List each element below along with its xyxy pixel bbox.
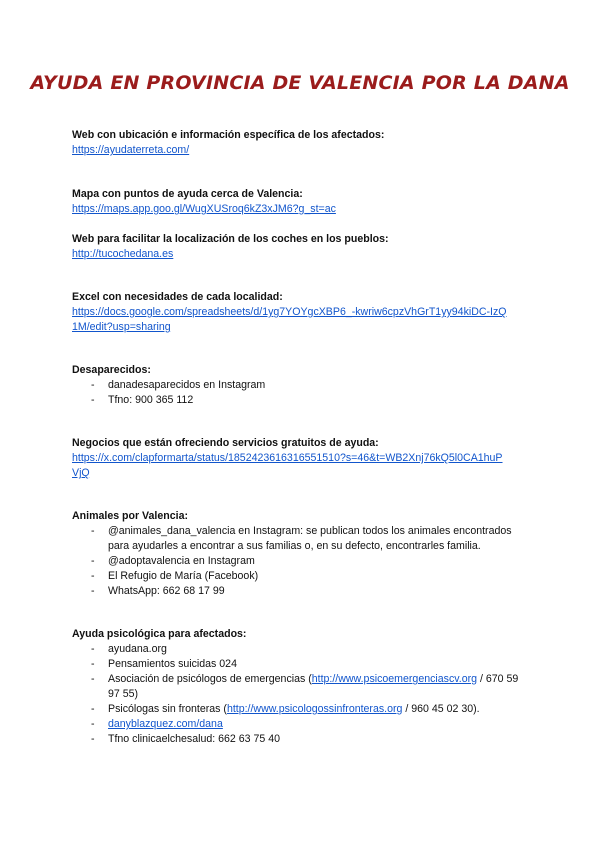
psicoemergencias-link[interactable]: http://www.psicoemergenciascv.org: [311, 673, 478, 685]
desaparecidos-list: [72, 378, 532, 408]
list-item: - @animales_dana_valencia en Instagram: se publican todos los animales encontrados para ayudarles a encontrar a sus familias o, en su defecto, encontrarles familia.: [72, 524, 532, 554]
section-heading: Negocios que están ofreciendo servicios gratuitos de ayuda:: [72, 437, 379, 449]
section-mapa-ayuda: [72, 187, 532, 217]
spreadsheet-link-line1[interactable]: https://docs.google.com/spreadsheets/d/1yg7YOYgcXBP6_-kwriw6cpzVhGrT1yy94kiDC-IzQ: [72, 306, 507, 318]
x-status-link-line1[interactable]: https://x.com/clapformarta/status/1852423616316551510?s=46&t=WB2Xnj76kQ5l0CA1huP: [72, 452, 503, 464]
section-desaparecidos: [72, 363, 532, 408]
item-text: Asociación de psicólogos de emergencias (: [108, 673, 312, 685]
section-excel: [72, 290, 532, 335]
section-negocios: [72, 436, 532, 481]
psicologica-list: [72, 642, 532, 747]
psicologossinfronteras-link[interactable]: http://www.psicologossinfronteras.org: [226, 703, 403, 715]
list-item: - El Refugio de María (Facebook): [72, 569, 532, 584]
section-heading: Mapa con puntos de ayuda cerca de Valencia:: [72, 188, 303, 200]
animales-list: [72, 524, 532, 599]
section-coches: [72, 232, 532, 262]
spreadsheet-link-line2[interactable]: 1M/edit?usp=sharing: [72, 321, 171, 333]
list-item: - Tfno clinicaelchesalud: 662 63 75 40: [72, 732, 532, 747]
list-item: - Tfno: 900 365 112: [72, 393, 532, 408]
page-title: AYUDA EN PROVINCIA DE VALENCIA POR LA DANA: [30, 72, 570, 94]
x-status-link-line2[interactable]: VjQ: [72, 467, 90, 479]
list-item: [72, 717, 532, 732]
list-item: - danadesaparecidos en Instagram: [72, 378, 532, 393]
section-heading: Desaparecidos:: [72, 364, 151, 376]
tucochedana-link[interactable]: http://tucochedana.es: [72, 248, 174, 260]
section-animales: [72, 509, 532, 599]
item-text: / 670 59 97 55): [108, 673, 519, 700]
list-item: [72, 702, 532, 717]
google-maps-link[interactable]: https://maps.app.goo.gl/WugXUSroq6kZ3xJM6?g_st=ac: [72, 203, 336, 215]
list-item: - Pensamientos suicidas 024: [72, 657, 532, 672]
section-heading: Ayuda psicológica para afectados:: [72, 628, 247, 640]
list-item: [72, 672, 532, 702]
section-afectados-web: [72, 128, 532, 158]
list-item: - @adoptavalencia en Instagram: [72, 554, 532, 569]
list-item: - WhatsApp: 662 68 17 99: [72, 584, 532, 599]
list-item: - ayudana.org: [72, 642, 532, 657]
section-heading: Web con ubicación e información específica de los afectados:: [72, 129, 385, 141]
section-heading: Excel con necesidades de cada localidad:: [72, 291, 283, 303]
section-heading: Animales por Valencia:: [72, 510, 188, 522]
item-text: Psicólogas sin fronteras (: [108, 703, 227, 715]
section-heading: Web para facilitar la localización de los coches en los pueblos:: [72, 233, 389, 245]
danyblazquez-link[interactable]: danyblazquez.com/dana: [108, 718, 223, 730]
item-text: / 960 45 02 30).: [402, 703, 480, 715]
ayudaterreta-link[interactable]: https://ayudaterreta.com/: [72, 144, 190, 156]
section-psicologica: [72, 627, 532, 747]
